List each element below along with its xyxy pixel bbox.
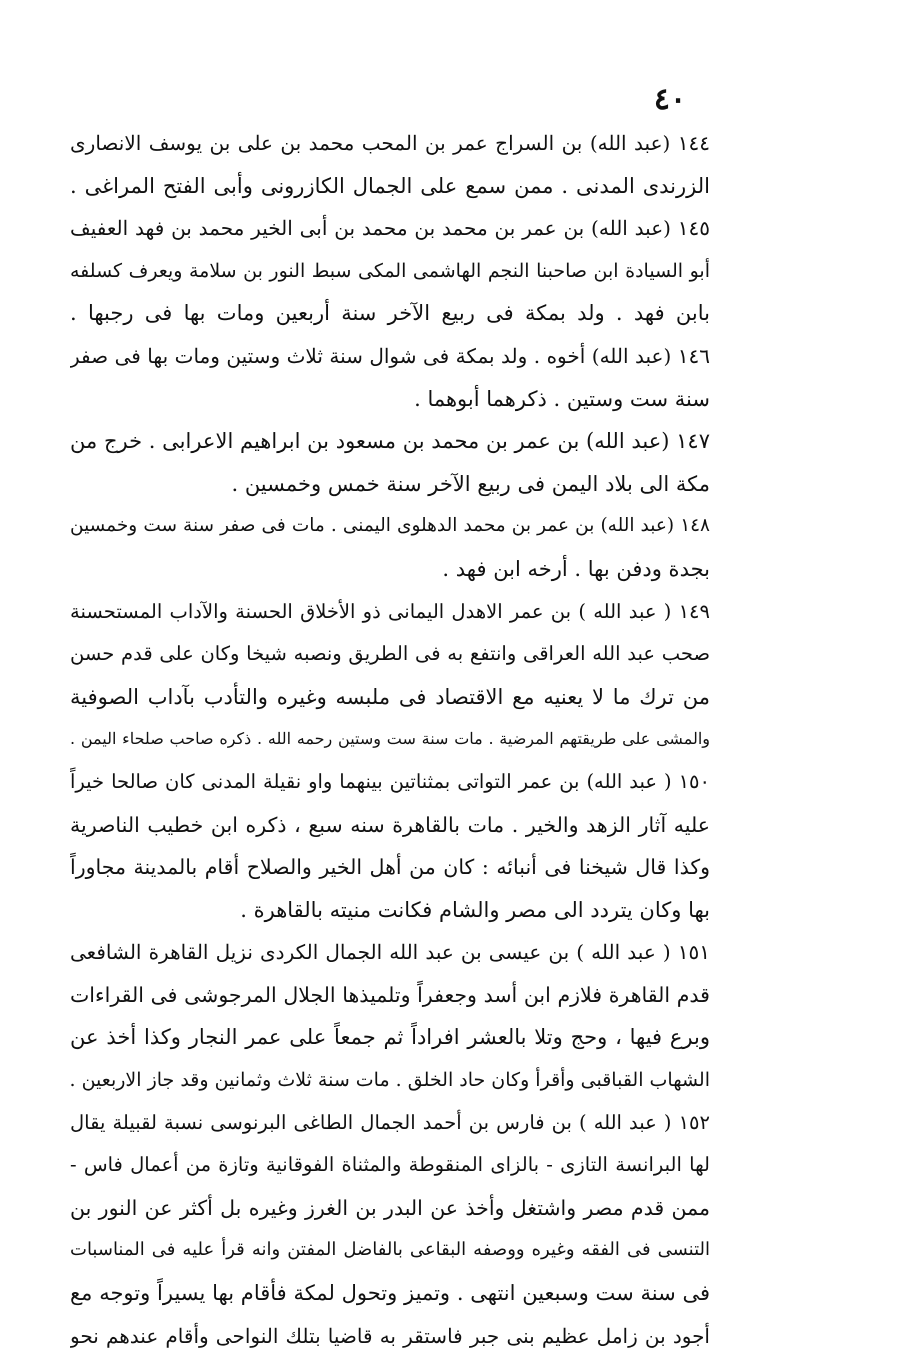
text-line: صحب عبد الله العراقى وانتفع به فى الطريق ونصبه شيخا وكان على قدم حسن — [70, 642, 710, 666]
page-number: ٤٠ — [653, 82, 687, 117]
text-line: ١٤٦ (عبد الله) أخوه . ولد بمكة فى شوال سنة ثلاث وستين ومات بها فى صفر — [70, 343, 710, 368]
text-line: عليه آثار الزهد والخير . مات بالقاهرة سنه سبع ، ذكره ابن خطيب الناصرية — [70, 812, 710, 837]
text-line: مكة الى بلاد اليمن فى ربيع الآخر سنة خمس وخمسين . — [231, 471, 710, 496]
text-line: ممن قدم مصر واشتغل وأخذ عن البدر بن الغرز وغيره بل أكثر عن النور بن — [70, 1195, 710, 1220]
text-line: ١٤٨ (عبد الله) بن عمر بن محمد الدهلوى اليمنى . مات فى صفر سنة ست وخمسين — [70, 515, 710, 537]
text-line: ١٤٩ ( عبد الله ) بن عمر الاهدل اليمانى ذو الأخلاق الحسنة والآداب المستحسنة — [70, 599, 710, 623]
text-line: سنة ست وستين . ذكرهما أبوهما . — [414, 386, 710, 411]
text-line: ١٥٢ ( عبد الله ) بن فارس بن أحمد الجمال الطاغى البرنوسى نسبة لقبيلة يقال — [70, 1110, 710, 1134]
text-line: بابن فهد . ولد بمكة فى ربيع الآخر سنة أربعين ومات بها فى رجبها . — [70, 301, 710, 326]
text-line: أجود بن زامل عظيم بنى جبر فاستقر به قاضيا بتلك النواحى وأقام عندهم نحو — [70, 1323, 710, 1348]
text-line: بجدة ودفن بها . أرخه ابن فهد . — [442, 556, 710, 581]
text-line: لها البرانسة التازى - بالزاى المنقوطة والمثناة الفوقانية وتازة من أعمال فاس - — [70, 1153, 710, 1177]
text-line: ١٥٠ ( عبد الله) بن عمر التواتى بمثناتين بينهما واو نقيلة المدنى كان صالحا خيراً — [70, 769, 710, 793]
text-line: أبو السيادة ابن صاحبنا النجم الهاشمى المكى سبط النور بن سلامة ويعرف كسلفه — [70, 259, 710, 282]
text-line: قدم القاهرة فلازم ابن أسد وجعفراً وتلميذها الجلال المرجوشى فى القراءات — [70, 982, 710, 1007]
text-line: التنسى فى الفقه وغيره ووصفه البقاعى بالفاضل المفتن وانه قرأ عليه فى المناسبات — [70, 1239, 710, 1261]
biography-text — [70, 122, 710, 1357]
text-line: وكذا قال شيخنا فى أنبائه : كان من أهل الخير والصلاح أقام بالمدينة مجاوراً — [70, 855, 710, 880]
text-line: ١٤٥ (عبد الله) بن عمر بن محمد بن محمد بن أبى الخير محمد بن فهد العفيف — [70, 216, 710, 241]
text-line: بها وكان يتردد الى مصر والشام فكانت منيته بالقاهرة . — [240, 897, 710, 922]
text-line: الزرندى المدنى . ممن سمع على الجمال الكازرونى وأبى الفتح المراغى . — [70, 173, 710, 198]
text-line: ١٤٧ (عبد الله) بن عمر بن محمد بن مسعود بن ابراهيم الاعرابى . خرج من — [70, 429, 710, 454]
text-line: والمشى على طريقتهم المرضية . مات سنة ست وستين رحمه الله . ذكره صاحب صلحاء اليمن . — [70, 729, 710, 749]
text-line: من ترك ما لا يعنيه مع الاقتصاد فى ملبسه وغيره والتأدب بآداب الصوفية — [70, 684, 710, 709]
text-line: الشهاب القباقبى وأقرأ وكان حاد الخلق . مات سنة ثلاث وثمانين وقد جاز الاربعين . — [70, 1069, 710, 1092]
text-line: ١٥١ ( عبد الله ) بن عيسى بن عبد الله الجمال الكردى نزيل القاهرة الشافعى — [70, 940, 710, 965]
text-line: وبرع فيها ، وحج وتلا بالعشر افراداً ثم جمعاً على عمر النجار وكذا أخذ عن — [70, 1025, 710, 1050]
text-line: فى سنة ست وسبعين انتهى . وتميز وتحول لمكة فأقام بها يسيراً وتوجه مع — [70, 1281, 710, 1306]
text-line: ١٤٤ (عبد الله) بن السراج عمر بن المحب محمد بن على بن يوسف الانصارى — [70, 131, 710, 155]
